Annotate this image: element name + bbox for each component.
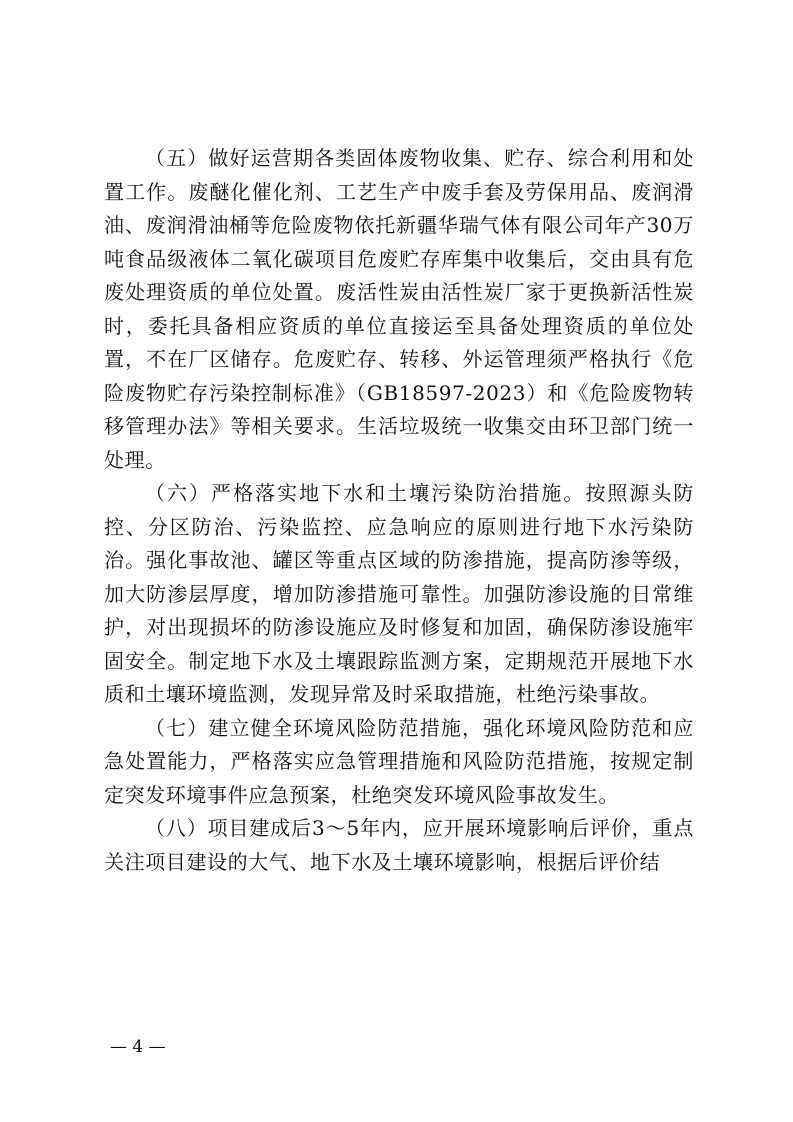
paragraph-environmental-risk: （七）建立健全环境风险防范措施，强化环境风险防范和应急处置能力，严格落实应急管理措施和风险防范措施，按规定制定突发环境事件应急预案，杜绝突发环境风险事故发生。 xyxy=(104,715,694,807)
paragraph-solid-waste: （五）做好运营期各类固体废物收集、贮存、综合利用和处置工作。废醚化催化剂、工艺生产中废手套及劳保用品、废润滑油、废润滑油桶等危险废物依托新疆华瑞气体有限公司年产30万吨食品级液体二氧化碳项目危废贮存库集中收集后，交由具有危废处理资质的单位处置。废活性炭由活性炭厂家于更换新活性炭时，委托具备相应资质的单位直接运至具备处理资质的单位处置，不在厂区储存。危废贮存、转移、外运管理须严格执行《危险废物贮存污染控制标准》（GB18597-2023）和《危险废物转移管理办法》等相关要求。生活垃圾统一收集交由环卫部门统一处理。 xyxy=(104,146,694,472)
paragraph-groundwater-soil: （六）严格落实地下水和土壤污染防治措施。按照源头防控、分区防治、污染监控、应急响应的原则进行地下水污染防治。强化事故池、罐区等重点区域的防渗措施，提高防渗等级，加大防渗层厚度，增加防渗措施可靠性。加强防渗设施的日常维护，对出现损坏的防渗设施应及时修复和加固，确保防渗设施牢固安全。制定地下水及土壤跟踪监测方案，定期规范开展地下水质和土壤环境监测，发现异常及时采取措施，杜绝污染事故。 xyxy=(104,481,694,706)
paragraph-post-evaluation: （八）项目建成后3～5年内，应开展环境影响后评价，重点关注项目建设的大气、地下水及土壤环境影响，根据后评价结 xyxy=(104,816,694,874)
page-number: — 4 — xyxy=(110,1037,166,1057)
body-text xyxy=(104,142,694,879)
